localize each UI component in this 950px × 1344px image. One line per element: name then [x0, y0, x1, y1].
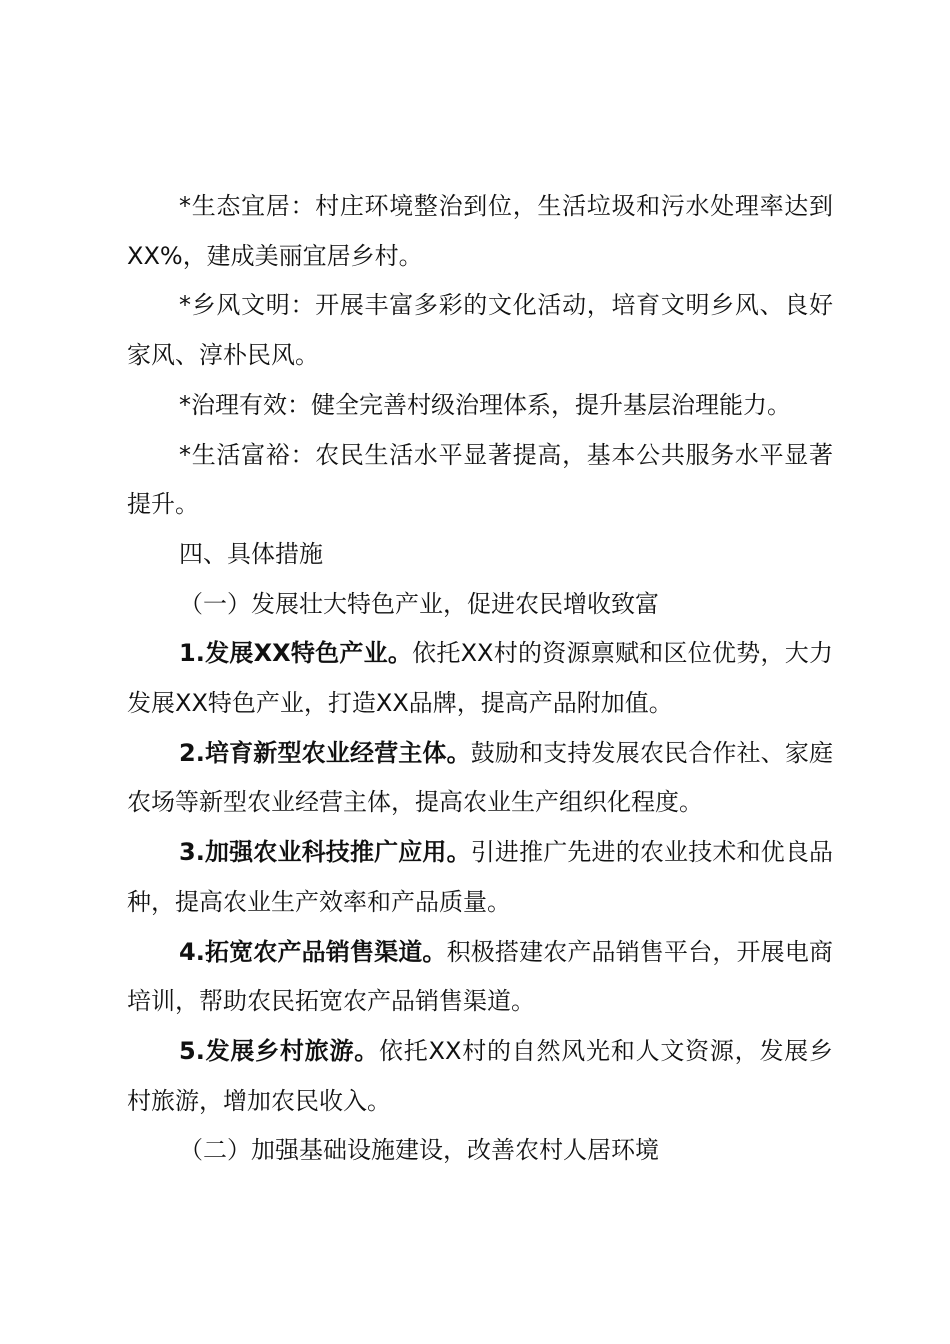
measure-text: 依托XX村的自然风光和人文资源，发展乡村旅游，增加农民收入。 — [127, 1036, 833, 1115]
paragraph-text: *治理有效：健全完善村级治理体系，提升基层治理能力。 — [179, 390, 791, 419]
measure-lead: 3.加强农业科技推广应用。 — [179, 838, 471, 867]
goal-ecological-livability — [127, 182, 833, 281]
measure-text: 积极搭建农产品销售平台，开展电商培训，帮助农民拓宽农产品销售渠道。 — [127, 937, 833, 1016]
measure-lead: 2.培育新型农业经营主体。 — [179, 738, 471, 767]
paragraph-text: *乡风文明：开展丰富多彩的文化活动，培育文明乡风、良好家风、淳朴民风。 — [127, 291, 833, 370]
measure-lead: 1.发展XX特色产业。 — [179, 639, 413, 668]
measure-lead: 5.发展乡村旅游。 — [179, 1036, 379, 1065]
goal-prosperous-life — [127, 431, 833, 530]
heading-text: （一）发展壮大特色产业，促进农民增收致富 — [179, 589, 659, 618]
measure-item-1 — [127, 629, 833, 728]
measure-lead: 4.拓宽农产品销售渠道。 — [179, 937, 447, 966]
measure-item-5 — [127, 1027, 833, 1126]
section-heading-measures — [127, 530, 833, 580]
subsection-heading-industry — [127, 580, 833, 630]
document-body — [127, 182, 833, 1176]
heading-text: （二）加强基础设施建设，改善农村人居环境 — [179, 1136, 659, 1165]
heading-text: 四、具体措施 — [179, 539, 323, 568]
goal-rural-civility — [127, 281, 833, 380]
goal-effective-governance — [127, 381, 833, 431]
measure-item-4 — [127, 928, 833, 1027]
paragraph-text: *生活富裕：农民生活水平显著提高，基本公共服务水平显著提升。 — [127, 440, 833, 519]
subsection-heading-infrastructure — [127, 1126, 833, 1176]
paragraph-text: *生态宜居：村庄环境整治到位，生活垃圾和污水处理率达到XX%，建成美丽宜居乡村。 — [127, 192, 833, 270]
measure-item-2 — [127, 729, 833, 828]
measure-item-3 — [127, 828, 833, 927]
measure-text: 引进推广先进的农业技术和优良品种，提高农业生产效率和产品质量。 — [127, 838, 833, 916]
measure-text: 依托XX村的资源禀赋和区位优势，大力发展XX特色产业，打造XX品牌，提高产品附加值。 — [127, 639, 833, 718]
measure-text: 鼓励和支持发展农民合作社、家庭农场等新型农业经营主体，提高农业生产组织化程度。 — [127, 738, 833, 817]
